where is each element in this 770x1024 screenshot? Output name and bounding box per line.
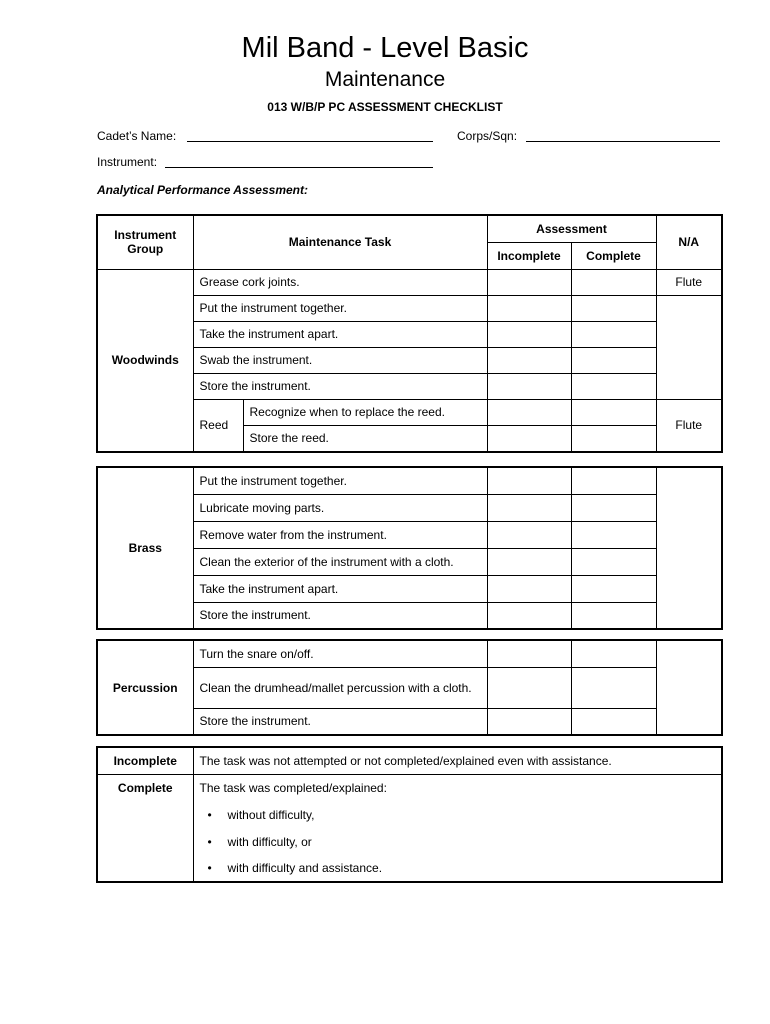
brass-task: Clean the exterior of the instrument with a cloth. bbox=[193, 548, 487, 575]
incomplete-checkbox[interactable] bbox=[487, 494, 571, 521]
incomplete-checkbox[interactable] bbox=[487, 295, 571, 321]
complete-checkbox[interactable] bbox=[571, 347, 656, 373]
complete-checkbox[interactable] bbox=[571, 269, 656, 295]
legend-incomplete-text: The task was not attempted or not completed/explained even with assistance. bbox=[193, 747, 722, 774]
reed-label: Reed bbox=[193, 399, 243, 452]
instrument-line bbox=[165, 167, 433, 168]
incomplete-checkbox[interactable] bbox=[487, 708, 571, 735]
cadet-name-label: Cadet’s Name: bbox=[97, 129, 177, 143]
complete-checkbox[interactable] bbox=[571, 425, 656, 452]
legend-complete-text: The task was completed/explained: bbox=[193, 774, 722, 801]
instrument-label: Instrument: bbox=[97, 155, 158, 169]
header-assessment: Assessment bbox=[487, 215, 656, 242]
complete-checkbox[interactable] bbox=[571, 321, 656, 347]
incomplete-checkbox[interactable] bbox=[487, 373, 571, 399]
legend-complete-label: Complete bbox=[117, 780, 173, 795]
incomplete-checkbox[interactable] bbox=[487, 269, 571, 295]
incomplete-checkbox[interactable] bbox=[487, 667, 571, 708]
na-cell: Flute bbox=[656, 399, 722, 452]
incomplete-checkbox[interactable] bbox=[487, 602, 571, 629]
brass-task: Lubricate moving parts. bbox=[193, 494, 487, 521]
legend-bullet: • with difficulty, or bbox=[200, 835, 716, 849]
incomplete-checkbox[interactable] bbox=[487, 467, 571, 494]
na-cell bbox=[656, 640, 722, 735]
legend-spacer bbox=[97, 828, 193, 855]
na-cell bbox=[656, 295, 722, 399]
header-complete: Complete bbox=[571, 242, 656, 269]
complete-checkbox[interactable] bbox=[571, 295, 656, 321]
incomplete-checkbox[interactable] bbox=[487, 521, 571, 548]
woodwinds-task: Grease cork joints. bbox=[193, 269, 487, 295]
complete-checkbox[interactable] bbox=[571, 521, 656, 548]
legend-bullet: • with difficulty and assistance. bbox=[200, 861, 716, 875]
page-subtitle: Maintenance bbox=[324, 68, 446, 91]
legend-table bbox=[96, 746, 723, 883]
woodwinds-task: Put the instrument together. bbox=[193, 295, 487, 321]
percussion-task: Clean the drumhead/mallet percussion with a cloth. bbox=[193, 667, 487, 708]
complete-checkbox[interactable] bbox=[571, 494, 656, 521]
brass-task: Put the instrument together. bbox=[193, 467, 487, 494]
complete-checkbox[interactable] bbox=[571, 373, 656, 399]
page-title: Mil Band - Level Basic bbox=[241, 32, 529, 64]
complete-checkbox[interactable] bbox=[571, 667, 656, 708]
percussion-group: Percussion bbox=[97, 640, 193, 735]
incomplete-checkbox[interactable] bbox=[487, 321, 571, 347]
woodwinds-task: Store the instrument. bbox=[193, 373, 487, 399]
incomplete-checkbox[interactable] bbox=[487, 548, 571, 575]
percussion-task: Turn the snare on/off. bbox=[193, 640, 487, 667]
percussion-task: Store the instrument. bbox=[193, 708, 487, 735]
legend-incomplete-label: Incomplete bbox=[97, 747, 193, 774]
woodwinds-table bbox=[96, 214, 723, 453]
complete-checkbox[interactable] bbox=[571, 602, 656, 629]
legend-bullet: • without difficulty, bbox=[200, 808, 716, 822]
brass-group: Brass bbox=[97, 467, 193, 629]
complete-checkbox[interactable] bbox=[571, 575, 656, 602]
legend-spacer bbox=[97, 801, 193, 828]
complete-checkbox[interactable] bbox=[571, 640, 656, 667]
na-cell: Flute bbox=[656, 269, 722, 295]
brass-task: Store the instrument. bbox=[193, 602, 487, 629]
header-na: N/A bbox=[656, 215, 722, 269]
corps-line bbox=[526, 141, 720, 142]
complete-checkbox[interactable] bbox=[571, 708, 656, 735]
percussion-table bbox=[96, 639, 723, 736]
woodwinds-group: Woodwinds bbox=[97, 269, 193, 452]
header-maintenance-task: Maintenance Task bbox=[193, 215, 487, 269]
complete-checkbox[interactable] bbox=[571, 399, 656, 425]
brass-task: Remove water from the instrument. bbox=[193, 521, 487, 548]
brass-task: Take the instrument apart. bbox=[193, 575, 487, 602]
cadet-name-line bbox=[187, 141, 433, 142]
legend-spacer bbox=[97, 855, 193, 882]
section-title: Analytical Performance Assessment: bbox=[97, 183, 308, 197]
header-instrument-group: Instrument Group bbox=[97, 215, 193, 269]
incomplete-checkbox[interactable] bbox=[487, 640, 571, 667]
incomplete-checkbox[interactable] bbox=[487, 347, 571, 373]
complete-checkbox[interactable] bbox=[571, 548, 656, 575]
reed-task: Recognize when to replace the reed. bbox=[243, 399, 487, 425]
incomplete-checkbox[interactable] bbox=[487, 425, 571, 452]
woodwinds-task: Take the instrument apart. bbox=[193, 321, 487, 347]
reed-task: Store the reed. bbox=[243, 425, 487, 452]
checklist-code: 013 W/B/P PC ASSESSMENT CHECKLIST bbox=[267, 100, 503, 114]
na-cell bbox=[656, 467, 722, 629]
header-incomplete: Incomplete bbox=[487, 242, 571, 269]
woodwinds-task: Swab the instrument. bbox=[193, 347, 487, 373]
incomplete-checkbox[interactable] bbox=[487, 399, 571, 425]
corps-label: Corps/Sqn: bbox=[457, 129, 518, 143]
complete-checkbox[interactable] bbox=[571, 467, 656, 494]
brass-table bbox=[96, 466, 723, 630]
incomplete-checkbox[interactable] bbox=[487, 575, 571, 602]
